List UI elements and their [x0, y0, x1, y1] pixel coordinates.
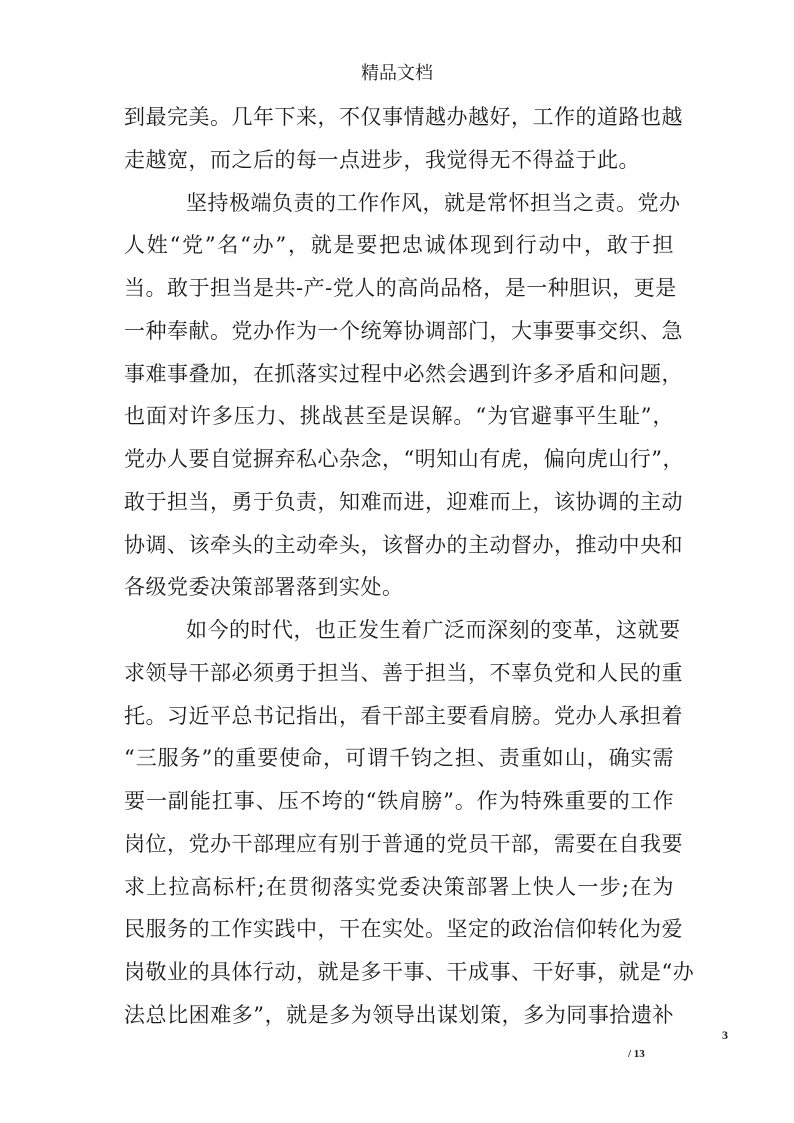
text-line: 法总比困难多”，就是多为领导出谋划策，多为同事拾遗补: [124, 1002, 674, 1027]
text-line: 走越宽，而之后的每一点进步，我觉得无不得益于此。: [124, 147, 640, 172]
text-line: 也面对许多压力、挑战甚至是误解。“为官避事平生耻”，: [124, 404, 674, 429]
page-number: 3: [722, 1028, 728, 1042]
text-line: 一种奉献。党办作为一个统筹协调部门，大事要事交织、急: [124, 318, 683, 343]
document-body: [124, 96, 695, 1037]
text-line: 事难事叠加，在抓落实过程中必然会遇到许多矛盾和问题，: [124, 361, 683, 386]
text-line: 求上拉高标杆;在贯彻落实党委决策部署上快人一步;在为: [124, 874, 674, 899]
document-header-title: 精品文档: [361, 63, 433, 84]
text-line: 敢于担当，勇于负责，知难而进，迎难而上，该协调的主动: [124, 489, 683, 514]
paragraph-start-line: 坚持极端负责的工作作风，就是常怀担当之责。党办: [186, 190, 681, 215]
text-line: 党办人要自觉摒弃私心杂念，“明知山有虎，偏向虎山行”，: [124, 447, 684, 471]
text-line: 各级党委决策部署落到实处。: [124, 575, 404, 600]
page-total: / 13: [628, 1048, 645, 1060]
paragraph-start-line: 如今的时代，也正发生着广泛而深刻的变革，这就要: [186, 618, 681, 642]
text-line: 协调、该牵头的主动牵头，该督办的主动督办，推动中央和: [124, 532, 683, 557]
text-line: 岗敬业的具体行动，就是多干事、干成事、干好事，就是“办: [124, 960, 695, 984]
text-line: 当。敢于担当是共-产-党人的高尚品格，是一种胆识，更是: [124, 276, 677, 300]
text-line: 托。习近平总书记指出，看干部主要看肩膀。党办人承担着: [124, 703, 683, 728]
text-line: 民服务的工作实践中，干在实处。坚定的政治信仰转化为爱: [124, 917, 683, 942]
text-line: “三服务”的重要使命，可谓千钧之担、责重如山，确实需: [124, 746, 674, 771]
text-line: 要一副能扛事、压不垮的“铁肩膀”。作为特殊重要的工作: [124, 789, 674, 813]
text-line: 岗位，党办干部理应有别于普通的党员干部，需要在自我要: [124, 831, 683, 856]
text-line: 人姓“党”名“办”，就是要把忠诚体现到行动中，敢于担: [124, 233, 674, 258]
text-line: 到最完美。几年下来，不仅事情越办越好，工作的道路也越: [124, 105, 683, 129]
text-line: 求领导干部必须勇于担当、善于担当，不辜负党和人民的重: [124, 660, 683, 685]
